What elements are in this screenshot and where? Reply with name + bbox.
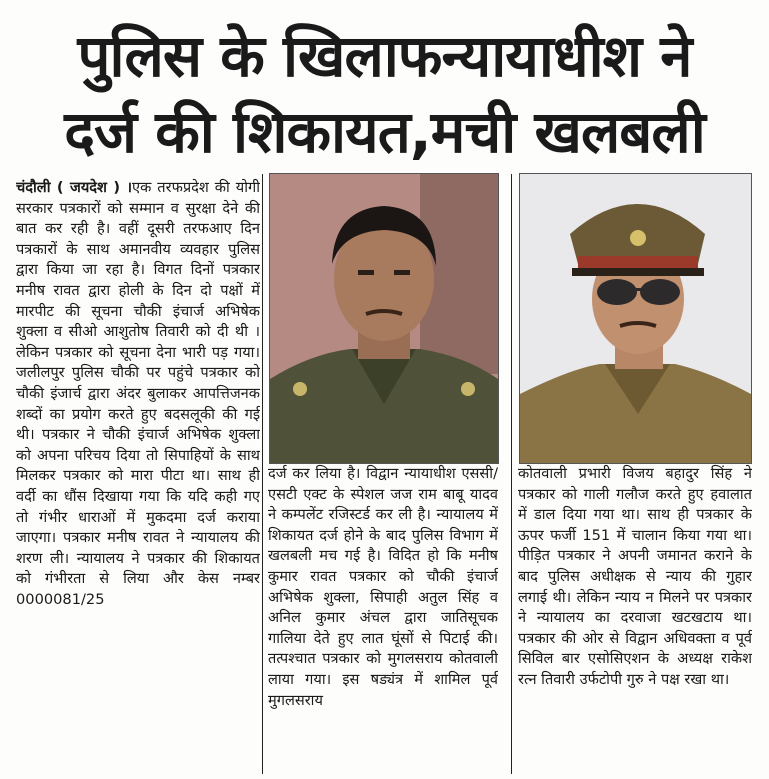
photo-officer-2 — [519, 173, 752, 464]
headline — [0, 18, 769, 170]
column-3-text: कोतवाली प्रभारी विजय बहादुर सिंह ने पत्रकार को गाली गलौज करते हुए हवालात में डाल दिया गया था। साथ ही पत्रकार के ऊपर फर्जी 151 में चालान किया गया था। पीड़ित पत्रकार ने अपनी जमानत कराने के बाद पुलिस अधीक्षक से न्याय की गुहार लगाई थी। लेकिन न्याय न मिलने पर पत्रकार ने न्यायालय का दरवाजा खटखटाय था। पत्रकार की ओर से विद्वान अधिवक्ता व पूर्व सिविल बार एसोसिएशन के अध्यक्ष राकेश रत्न तिवारी उर्फटोपी गुरु ने पक्ष रखा था। — [518, 465, 752, 688]
headline-line-1: पुलिस के खिलाफन्यायाधीश ने — [77, 22, 692, 90]
column-divider — [511, 174, 512, 774]
column-1-text: एक तरफप्रदेश की योगी सरकार पत्रकारों को सम्मान व सुरक्षा देने की बात कर रही है। वहीं दूसरी तरफआए दिन पत्रकारों के साथ अमानवीय व्यवहार पुलिस द्वारा किया जा रहा है। विगत दिनों पत्रकार मनीष रावत द्वारा होली के दिन दो पक्षों में मारपीट की सूचना चौकी इंचार्ज अभिषेक शुक्ला व सीओ आशुतोष तिवारी को दी थी । लेकिन पत्रकार को सूचना देना भारी पड़ गया। जलीलपुर पुलिस चौकी पर पहुंचे पत्रकार को चौकी इंजार्च द्वारा अंदर बुलाकर आपत्तिजनक शब्दों का प्रयोग करते हुए बदसलूकी की गई थी। पत्रकार ने चौकी इंचार्ज अभिषेक शुक्ला को अपना परिचय दिया तो सिपाहियों के साथ मिलकर पत्रकार को मारा पीटा था। साथ ही वर्दी का धौंस दिखाया गया कि यदि कही गए तो गंभीर धाराओं में मुकदमा दर्ज कराया जाएगा। पत्रकार मनीष रावत ने न्यायालय की शरण ली। न्यायालय ने पत्रकार की शिकायत को गंभीरता से लिया और केस नम्बर 0000081/25 — [16, 179, 260, 608]
photo-officer-1 — [269, 173, 499, 464]
article-column-1 — [16, 178, 260, 768]
article-column-2 — [268, 464, 498, 774]
column-divider — [262, 174, 263, 774]
headline-line-2: दर्ज की शिकायत,मची खलबली — [64, 98, 705, 166]
dateline: चंदौली ( जयदेश ) । — [16, 179, 133, 196]
article-column-3 — [518, 464, 752, 774]
column-2-text: दर्ज कर लिया है। विद्वान न्यायाधीश एससी/एसटी एक्ट के स्पेशल जज राम बाबू यादव ने कम्पलेंट रजिस्टर्ड कर ली है। न्यायालय में शिकायत दर्ज होने के बाद पुलिस विभाग में खलबली मच गई है। विदित हो कि मनीष कुमार रावत पत्रकार को चौकी इंचार्ज अभिषेक शुक्ला, सिपाही अतुल सिंह व अनिल कुमार अंचल द्वारा जातिसूचक गालिया देते हुए लात घूंसों से पिटाई की। तत्पश्चात पत्रकार को मुगलसराय कोतवाली लाया गया। इस षड्यंत्र में शामिल पूर्व मुगलसराय — [268, 465, 498, 709]
